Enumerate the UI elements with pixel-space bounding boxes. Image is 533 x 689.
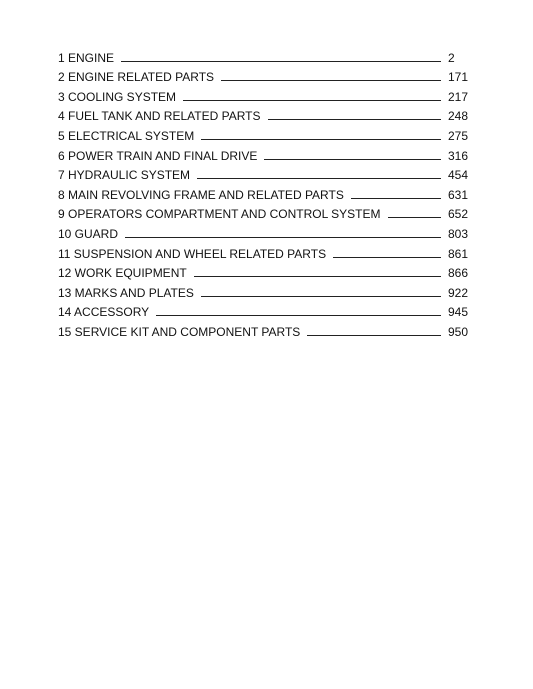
toc-entry[interactable] xyxy=(58,261,470,281)
toc-entry[interactable] xyxy=(58,104,470,124)
toc-entry-page: 866 xyxy=(448,266,469,281)
toc-leader-line xyxy=(333,257,441,258)
toc-entry[interactable] xyxy=(58,182,470,202)
toc-entry[interactable] xyxy=(58,84,470,104)
toc-entry-page: 454 xyxy=(448,168,469,183)
toc-entry-title: 8 MAIN REVOLVING FRAME AND RELATED PARTS xyxy=(58,187,344,202)
toc-entry-title: 7 HYDRAULIC SYSTEM xyxy=(58,168,191,183)
toc-entry[interactable] xyxy=(58,319,470,339)
toc-entry[interactable] xyxy=(58,143,470,163)
toc-leader-line xyxy=(388,217,442,218)
toc-entry-title: 10 GUARD xyxy=(58,226,119,241)
toc-entry-page: 945 xyxy=(448,305,469,320)
toc-leader-line xyxy=(183,100,441,101)
toc-entry[interactable] xyxy=(58,45,470,65)
toc-entry[interactable] xyxy=(58,202,470,222)
toc-entry-title: 15 SERVICE KIT AND COMPONENT PARTS xyxy=(58,324,301,339)
toc-entry[interactable] xyxy=(58,65,470,85)
toc-leader-line xyxy=(201,296,441,297)
toc-entry-page: 275 xyxy=(448,128,469,143)
toc-entry-page: 217 xyxy=(448,89,469,104)
table-of-contents xyxy=(58,45,470,339)
toc-entry[interactable] xyxy=(58,123,470,143)
toc-entry-title: 5 ELECTRICAL SYSTEM xyxy=(58,128,195,143)
toc-entry-title: 11 SUSPENSION AND WHEEL RELATED PARTS xyxy=(58,246,327,261)
toc-entry[interactable] xyxy=(58,163,470,183)
toc-entry[interactable] xyxy=(58,241,470,261)
toc-entry-page: 631 xyxy=(448,187,469,202)
toc-leader-line xyxy=(125,237,441,238)
toc-leader-line xyxy=(156,315,441,316)
toc-entry-page: 316 xyxy=(448,148,469,163)
toc-entry-page: 2 xyxy=(448,50,455,65)
toc-leader-line xyxy=(194,276,441,277)
toc-entry-title: 1 ENGINE xyxy=(58,50,115,65)
toc-entry-title: 14 ACCESSORY xyxy=(58,305,150,320)
toc-leader-line xyxy=(351,198,441,199)
toc-leader-line xyxy=(201,139,441,140)
toc-entry-title: 12 WORK EQUIPMENT xyxy=(58,266,187,281)
toc-leader-line xyxy=(307,335,441,336)
toc-entry-page: 803 xyxy=(448,226,469,241)
toc-leader-line xyxy=(264,159,441,160)
toc-entry[interactable] xyxy=(58,280,470,300)
toc-entry-title: 4 FUEL TANK AND RELATED PARTS xyxy=(58,109,261,124)
toc-entry-title: 3 COOLING SYSTEM xyxy=(58,89,177,104)
toc-entry[interactable] xyxy=(58,221,470,241)
toc-entry-page: 922 xyxy=(448,285,469,300)
toc-entry-title: 13 MARKS AND PLATES xyxy=(58,285,194,300)
toc-entry-page: 248 xyxy=(448,109,469,124)
toc-entry-title: 9 OPERATORS COMPARTMENT AND CONTROL SYSTEM xyxy=(58,207,381,222)
toc-leader-line xyxy=(268,119,442,120)
toc-leader-line xyxy=(121,61,441,62)
toc-entry-page: 950 xyxy=(448,324,469,339)
toc-entry-title: 2 ENGINE RELATED PARTS xyxy=(58,70,215,85)
toc-entry-page: 861 xyxy=(448,246,469,261)
toc-entry-title: 6 POWER TRAIN AND FINAL DRIVE xyxy=(58,148,258,163)
toc-entry[interactable] xyxy=(58,300,470,320)
toc-leader-line xyxy=(197,178,441,179)
toc-leader-line xyxy=(221,80,441,81)
toc-entry-page: 171 xyxy=(448,70,469,85)
toc-entry-page: 652 xyxy=(448,207,469,222)
